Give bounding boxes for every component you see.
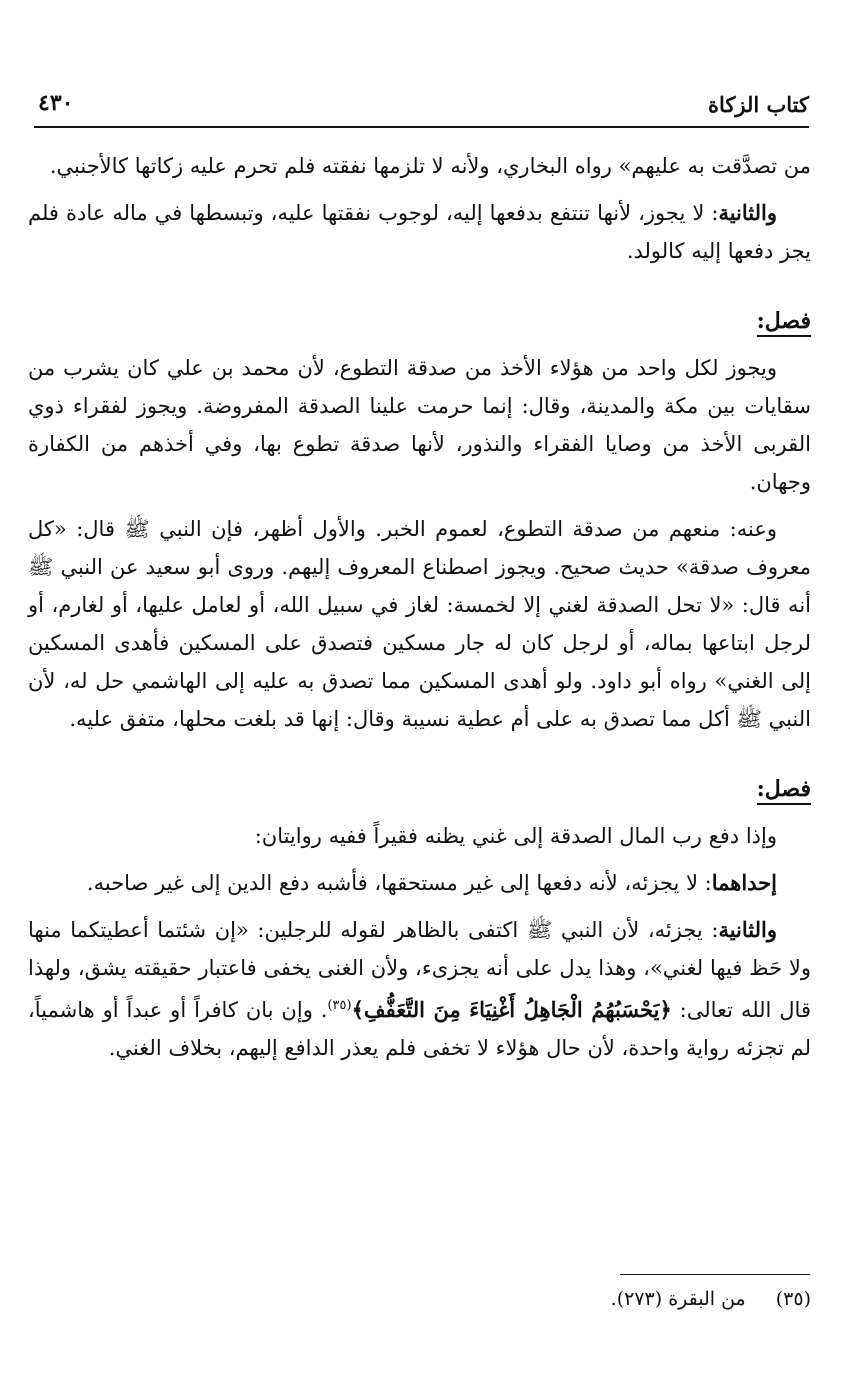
footnote-text: من البقرة (٢٧٣). xyxy=(610,1288,746,1310)
paragraph-1: من تصدَّقت به عليهم» رواه البخاري، ولأنه لا تلزمها نفقته فلم تحرم عليه زكاتها كالأجنبي. xyxy=(49,154,811,178)
paragraph-2 xyxy=(28,194,811,270)
section-heading-2 xyxy=(28,770,811,808)
paragraph-3: ويجوز لكل واحد من هؤلاء الأخذ من صدقة التطوع، لأن محمد بن علي كان يشرب من سقايات بين مكة والمدينة، وقال: إنما حرمت علينا الصدقة المفروضة. ويجوز لفقراء ذوي القربى الأخذ من وصايا الفقراء والنذور، لأنها صدقة تطوع بها، وفي أخذهم من الكفارة وجهان. xyxy=(28,356,811,494)
section-heading-1-text: فصل: xyxy=(757,308,811,337)
paragraph-6-lead: إحداهما xyxy=(711,870,777,895)
section-heading-1 xyxy=(28,302,811,340)
paragraph-2-text: : لا يجوز، لأنها تنتفع بدفعها إليه، لوجوب نفقتها عليه، وتبسطها في ماله عادة فلم يجز دفعها إليه كالولد. xyxy=(28,201,811,263)
page-number: ٤٣٠ xyxy=(38,90,74,116)
body-text xyxy=(28,147,811,1067)
paragraph-2-lead: والثانية xyxy=(718,200,777,225)
paragraph-6 xyxy=(28,864,811,902)
quran-quote: ﴿يَحْسَبُهُمُ الْجَاهِلُ أَغْنِيَاءَ مِنَ التَّعَفُّفِ﴾ xyxy=(351,997,672,1022)
running-title: كتاب الزكاة xyxy=(707,92,809,117)
section-heading-2-text: فصل: xyxy=(757,776,811,805)
paragraph-7-lead: والثانية xyxy=(718,917,777,942)
paragraph-7 xyxy=(28,911,811,1067)
footnote-number: (٣٥) xyxy=(775,1288,811,1310)
paragraph-4: وعنه: منعهم من صدقة التطوع، لعموم الخبر. والأول أظهر، فإن النبي ﷺ قال: «كل معروف صدقة» حديث صحيح. ويجوز اصطناع المعروف إليهم. وروى أبو سعيد عن النبي ﷺ أنه قال: «لا تحل الصدقة لغني إلا لخمسة: لغاز في سبيل الله، أو لعامل عليها، أو لغارم، أو لرجل ابتاعها بماله، أو لرجل كان له جار مسكين فتصدق على المسكين فأهدى المسكين إلى الغني» رواه أبو داود. ولو أهدى المسكين مما تصدق به عليه إلى الهاشمي حل له، لأن النبي ﷺ أكل مما تصدق به على أم عطية نسيبة وقال: إنها قد بلغت محلها، متفق عليه. xyxy=(28,517,811,731)
paragraph-7-text-1: : يجزئه، لأن النبي ﷺ اكتفى بالظاهر لقوله للرجلين: «إن شئتما أعطيتكما منها ولا حَظ فيها لغني»، وهذا يدل على أنه يجزىء، ولأن الغنى يخفى فاعتبار حقيقته يشق، ولهذا قال الله تعالى: xyxy=(28,918,811,1022)
footnote-divider xyxy=(620,1274,810,1275)
paragraph-6-text: : لا يجزئه، لأنه دفعها إلى غير مستحقها، فأشبه دفع الدين إلى غير صاحبه. xyxy=(86,871,712,895)
page-header xyxy=(34,86,809,128)
footnote xyxy=(611,1288,811,1310)
paragraph-7-text-2: . وإن بان كافراً أو عبداً أو هاشمياً، لم تجزئه رواية واحدة، لأن حال هؤلاء لا تخفى فلم يعذر الدافع إليهم، بخلاف الغني. xyxy=(28,998,811,1060)
paragraph-5: وإذا دفع رب المال الصدقة إلى غني يظنه فقيراً ففيه روايتان: xyxy=(254,824,777,848)
footnote-ref: (٣٥) xyxy=(327,998,352,1013)
